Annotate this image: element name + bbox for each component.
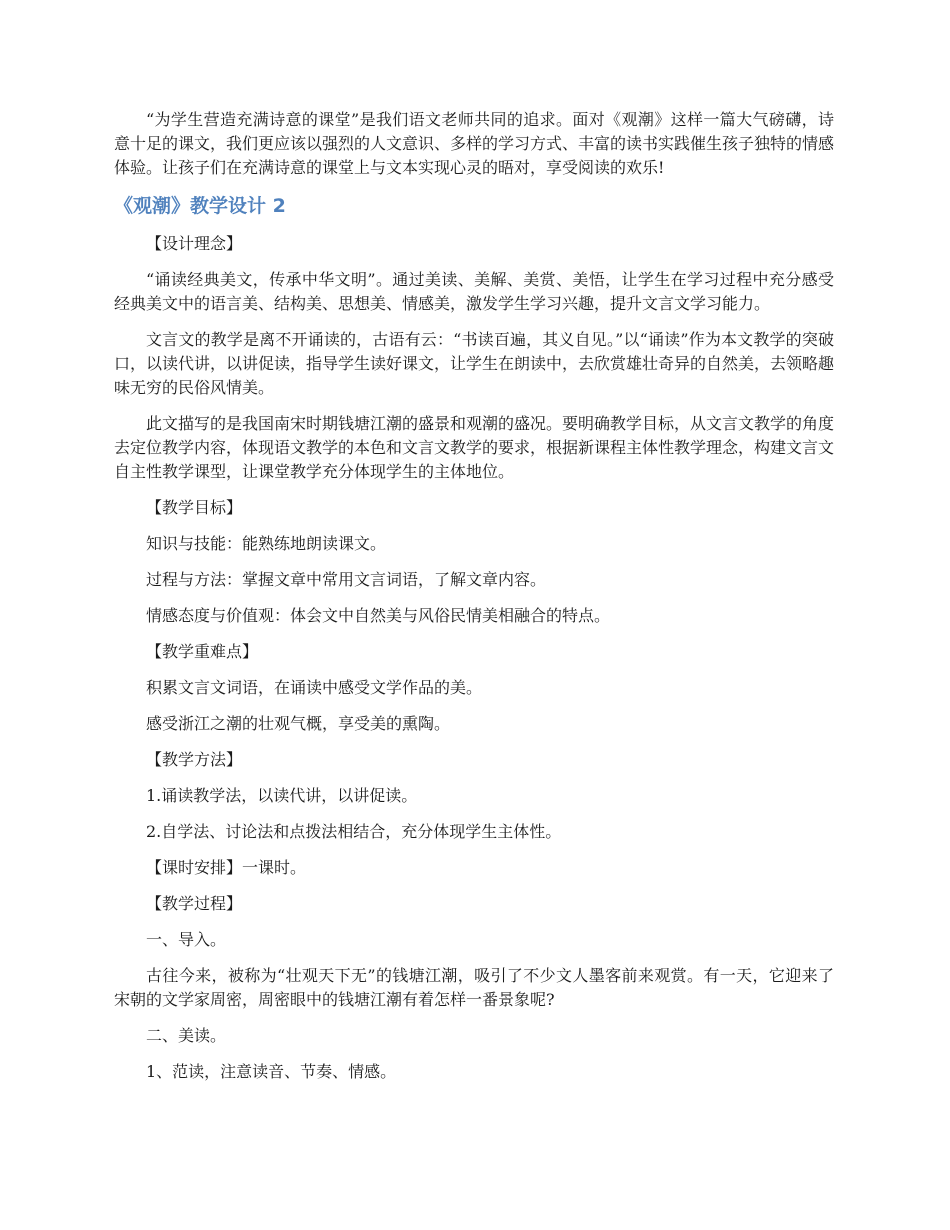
step-read-item-1: 1、范读，注意读音、节奏、情感。 bbox=[146, 1062, 397, 1081]
goal-process: 过程与方法：掌握文章中常用文言词语，了解文章内容。 bbox=[146, 570, 547, 589]
methods-label: 【教学方法】 bbox=[146, 750, 243, 769]
step-intro-text: 古往今来，被称为“壮观天下无”的钱塘江潮，吸引了不少文人墨客前来观赏。有一天，它迎来了宋朝的文学家周密，周密眼中的钱塘江潮有着怎样一番景象呢? bbox=[114, 966, 834, 1009]
goal-emotion: 情感态度与价值观：体会文中自然美与风俗民情美相融合的特点。 bbox=[146, 606, 611, 625]
method-2: 2.自学法、讨论法和点拨法相结合，充分体现学生主体性。 bbox=[146, 822, 562, 841]
intro-paragraph: “为学生营造充满诗意的课堂”是我们语文老师共同的追求。面对《观潮》这样一篇大气磅礴，诗意十足的课文，我们更应该以强烈的人文意识、多样的学习方式、丰富的读书实践催生孩子独特的情感体验。让孩子们在充满诗意的课堂上与文本实现心灵的晤对，享受阅读的欢乐! bbox=[114, 110, 835, 177]
goal-knowledge: 知识与技能：能熟练地朗读课文。 bbox=[146, 534, 387, 553]
key-point-1: 积累文言文词语，在诵读中感受文学作品的美。 bbox=[146, 678, 483, 697]
document-body bbox=[114, 108, 834, 1096]
schedule: 【课时安排】一课时。 bbox=[146, 858, 307, 877]
goals-label: 【教学目标】 bbox=[146, 498, 243, 517]
key-points-label: 【教学重难点】 bbox=[146, 642, 259, 661]
step-read-title: 二、美读。 bbox=[146, 1026, 227, 1045]
concept-paragraph-3: 此文描写的是我国南宋时期钱塘江潮的盛景和观潮的盛况。要明确教学目标，从文言文教学的角度去定位教学内容，体现语文教学的本色和文言文教学的要求，根据新课程主体性教学理念，构建文言文自主性教学课型，让课堂教学充分体现学生的主体地位。 bbox=[114, 414, 835, 481]
key-point-2: 感受浙江之潮的壮观气概，享受美的熏陶。 bbox=[146, 714, 451, 733]
process-label: 【教学过程】 bbox=[146, 894, 243, 913]
step-intro-title: 一、导入。 bbox=[146, 930, 227, 949]
section-title: 《观潮》教学设计 2 bbox=[114, 195, 286, 217]
method-1: 1.诵读教学法，以读代讲，以讲促读。 bbox=[146, 786, 418, 805]
concept-paragraph-1: “诵读经典美文，传承中华文明”。通过美读、美解、美赏、美悟，让学生在学习过程中充分感受经典美文中的语言美、结构美、思想美、情感美，激发学生学习兴趣，提升文言文学习能力。 bbox=[114, 270, 834, 313]
concept-paragraph-2: 文言文的教学是离不开诵读的，古语有云：“书读百遍，其义自见。”以“诵读”作为本文教学的突破口，以读代讲，以讲促读，指导学生读好课文，让学生在朗读中，去欣赏雄壮奇异的自然美，去领略趣味无穷的民俗风情美。 bbox=[114, 330, 835, 397]
design-concept-label: 【设计理念】 bbox=[146, 234, 243, 253]
